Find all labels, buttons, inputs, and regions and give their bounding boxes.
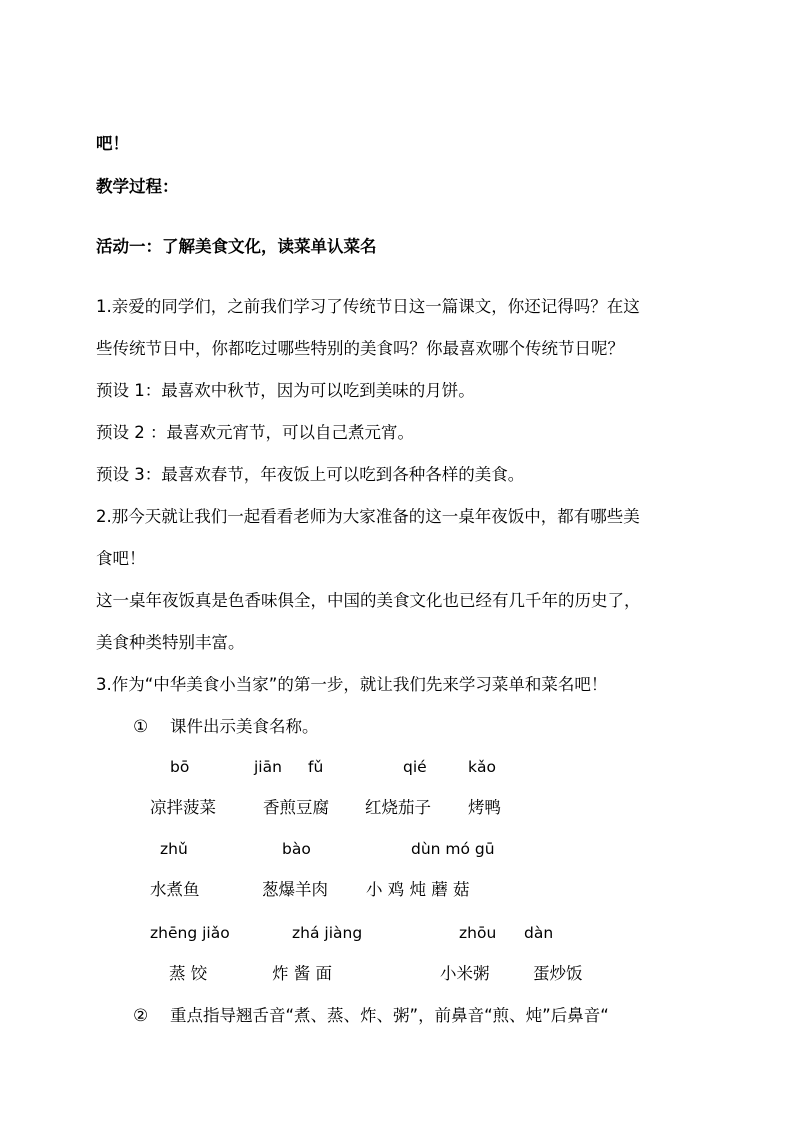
dish-danchaofan: 蛋炒饭 bbox=[533, 964, 583, 983]
dish-liangban-bocai: 凉拌菠菜 bbox=[150, 798, 216, 817]
paragraph-3-line-1: 这一桌年夜饭真是色香味俱全，中国的美食文化也已经有几千年的历史了， bbox=[96, 591, 641, 610]
paragraph-1-line-2: 些传统节日中，你都吃过哪些特别的美食吗？你最喜欢哪个传统节日呢？ bbox=[96, 339, 624, 358]
pinyin-zheng-jiao: zhēng jiǎo bbox=[150, 924, 230, 942]
preset-2: 预设 2 ：最喜欢元宵节，可以自己煮元宵。 bbox=[96, 423, 414, 442]
dish-shuizhuyu: 水煮鱼 bbox=[150, 880, 200, 899]
paragraph-1-line-1: 1.亲爱的同学们，之前我们学习了传统节日这一篇课文，你还记得吗？在这 bbox=[96, 297, 640, 316]
dish-zhajiangmian: 炸 酱 面 bbox=[272, 964, 332, 983]
paragraph-4: 3.作为“中华美食小当家”的第一步，就让我们先来学习菜单和菜名吧！ bbox=[96, 675, 608, 694]
pinyin-bo: bō bbox=[170, 758, 190, 776]
step-2-text: 重点指导翘舌音“煮、蒸、炸、粥”，前鼻音“煎、炖”后鼻音“ bbox=[170, 1006, 609, 1025]
dish-kaoya: 烤鸭 bbox=[468, 798, 501, 817]
dish-xiaoji-dun-mogu: 小 鸡 炖 蘑 菇 bbox=[366, 880, 470, 899]
pinyin-bao: bào bbox=[282, 840, 311, 858]
preset-1: 预设 1：最喜欢中秋节，因为可以吃到美味的月饼。 bbox=[96, 381, 475, 400]
dish-congbao-yangrou: 葱爆羊肉 bbox=[262, 880, 328, 899]
step-2-marker: ② bbox=[133, 1006, 149, 1026]
dish-hongshao-qiezi: 红烧茄子 bbox=[365, 798, 431, 817]
dish-zhengjiao: 蒸 饺 bbox=[169, 964, 208, 983]
pinyin-zhou: zhōu bbox=[459, 924, 497, 942]
pinyin-dan: dàn bbox=[524, 924, 554, 942]
paragraph-2-line-1: 2.那今天就让我们一起看看老师为大家准备的这一桌年夜饭中，都有哪些美 bbox=[96, 507, 640, 526]
pinyin-zha-jiang: zhá jiàng bbox=[292, 924, 363, 942]
paragraph-2-line-2: 食吧！ bbox=[96, 549, 146, 568]
pinyin-jian: jiān bbox=[254, 758, 282, 776]
pinyin-qie: qié bbox=[403, 758, 427, 776]
dish-xiangjian-doufu: 香煎豆腐 bbox=[263, 798, 329, 817]
process-title: 教学过程： bbox=[96, 177, 179, 196]
paragraph-3-line-2: 美食种类特别丰富。 bbox=[96, 633, 245, 652]
activity-title: 活动一：了解美食文化，读菜单认菜名 bbox=[96, 237, 377, 256]
pinyin-zhu: zhǔ bbox=[160, 840, 188, 858]
pinyin-fu: fǔ bbox=[308, 758, 324, 776]
step-1-text: 课件出示美食名称。 bbox=[170, 717, 319, 736]
heading-tail: 吧！ bbox=[96, 134, 129, 153]
preset-3: 预设 3：最喜欢春节，年夜饭上可以吃到各种各样的美食。 bbox=[96, 465, 525, 484]
pinyin-kao: kǎo bbox=[468, 758, 496, 776]
dish-xiaomizhou: 小米粥 bbox=[440, 964, 490, 983]
pinyin-dun-mo-gu: dùn mó gū bbox=[411, 840, 495, 858]
step-1-marker: ① bbox=[133, 717, 149, 737]
